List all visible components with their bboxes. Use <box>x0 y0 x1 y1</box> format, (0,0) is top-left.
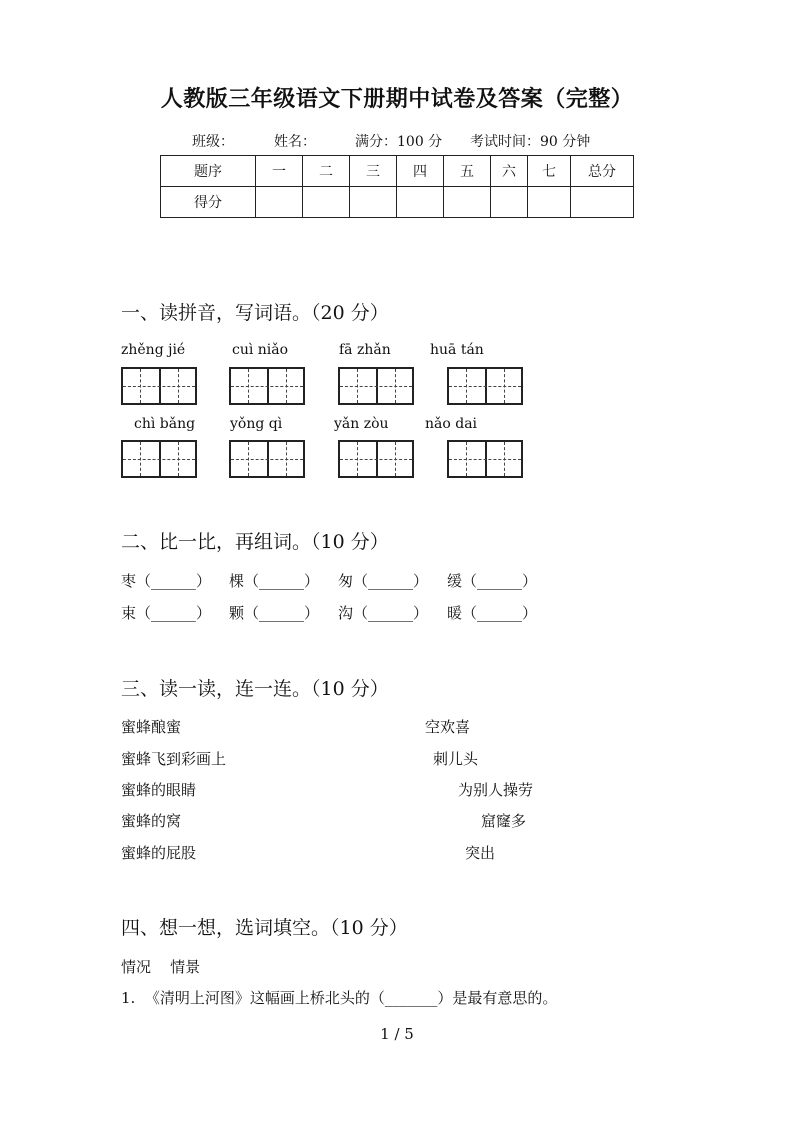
pinyin: yǎn zòu <box>334 416 389 432</box>
question-1[interactable]: 1. 《清明上河图》这幅画上桥北头的（_______）是最有意思的。 <box>121 989 558 1007</box>
header-cell: 总分 <box>571 156 634 187</box>
section4-heading: 四、想一想，选词填空。（10 分） <box>121 917 408 939</box>
writing-grid[interactable] <box>338 367 414 405</box>
match-right-item[interactable]: 窟窿多 <box>481 812 527 830</box>
header-cell: 一 <box>256 156 303 187</box>
match-right-item[interactable]: 突出 <box>465 844 496 862</box>
score-cell[interactable] <box>444 187 491 218</box>
score-table-score-row <box>161 187 634 218</box>
writing-grid[interactable] <box>229 440 305 478</box>
section2-heading: 二、比一比，再组词。（10 分） <box>121 531 389 553</box>
header-cell: 七 <box>528 156 571 187</box>
match-right-item[interactable]: 刺儿头 <box>433 750 479 768</box>
pinyin: yǒng qì <box>230 416 283 432</box>
score-cell[interactable] <box>303 187 350 218</box>
header-cell: 三 <box>350 156 397 187</box>
header-cell: 四 <box>397 156 444 187</box>
pinyin: nǎo dai <box>425 416 478 432</box>
name-label: 姓名： <box>274 134 316 150</box>
match-left-item[interactable]: 蜜蜂酿蜜 <box>121 718 182 736</box>
compare-item[interactable]: 暖（______） <box>447 604 538 622</box>
match-left-item[interactable]: 蜜蜂的窝 <box>121 812 182 830</box>
score-cell[interactable] <box>256 187 303 218</box>
compare-item[interactable]: 棵（______） <box>229 572 320 590</box>
score-cell[interactable] <box>397 187 444 218</box>
header-cell: 题序 <box>161 156 256 187</box>
match-right-item[interactable]: 为别人操劳 <box>458 781 534 799</box>
pinyin: cuì niǎo <box>232 342 289 358</box>
writing-grid[interactable] <box>229 367 305 405</box>
writing-grid[interactable] <box>338 440 414 478</box>
compare-item[interactable]: 缓（______） <box>447 572 538 590</box>
score-cell[interactable] <box>350 187 397 218</box>
page-number: 1 / 5 <box>380 1025 414 1043</box>
writing-grid[interactable] <box>447 440 523 478</box>
header-cell: 二 <box>303 156 350 187</box>
page-title: 人教版三年级语文下册期中试卷及答案（完整） <box>160 86 634 112</box>
section3-heading: 三、读一读，连一连。（10 分） <box>121 678 389 700</box>
class-label: 班级： <box>192 134 234 150</box>
compare-item[interactable]: 束（______） <box>121 604 212 622</box>
header-cell: 六 <box>491 156 528 187</box>
compare-item[interactable]: 枣（______） <box>121 572 212 590</box>
compare-item[interactable]: 沟（______） <box>338 604 429 622</box>
writing-grid[interactable] <box>121 440 197 478</box>
score-cell[interactable] <box>528 187 571 218</box>
score-table-header-row <box>161 156 634 187</box>
writing-grid[interactable] <box>121 367 197 405</box>
match-right-item[interactable]: 空欢喜 <box>425 718 471 736</box>
writing-grid[interactable] <box>447 367 523 405</box>
section1-heading: 一、读拼音，写词语。（20 分） <box>121 302 389 324</box>
score-cell[interactable] <box>571 187 634 218</box>
header-cell: 五 <box>444 156 491 187</box>
word-choices: 情况 情景 <box>121 958 201 976</box>
pinyin: huā tán <box>430 342 484 358</box>
pinyin: chì bǎng <box>134 416 196 432</box>
exam-time: 考试时间：90 分钟 <box>470 134 591 150</box>
score-cell[interactable] <box>491 187 528 218</box>
pinyin: zhěng jié <box>121 342 186 358</box>
row-label: 得分 <box>161 187 256 218</box>
full-score: 满分：100 分 <box>355 134 443 150</box>
compare-item[interactable]: 匆（______） <box>338 572 429 590</box>
match-left-item[interactable]: 蜜蜂飞到彩画上 <box>121 750 227 768</box>
match-left-item[interactable]: 蜜蜂的屁股 <box>121 844 197 862</box>
compare-item[interactable]: 颗（______） <box>229 604 320 622</box>
score-table <box>160 155 634 218</box>
match-left-item[interactable]: 蜜蜂的眼睛 <box>121 781 197 799</box>
pinyin: fā zhǎn <box>339 342 391 358</box>
